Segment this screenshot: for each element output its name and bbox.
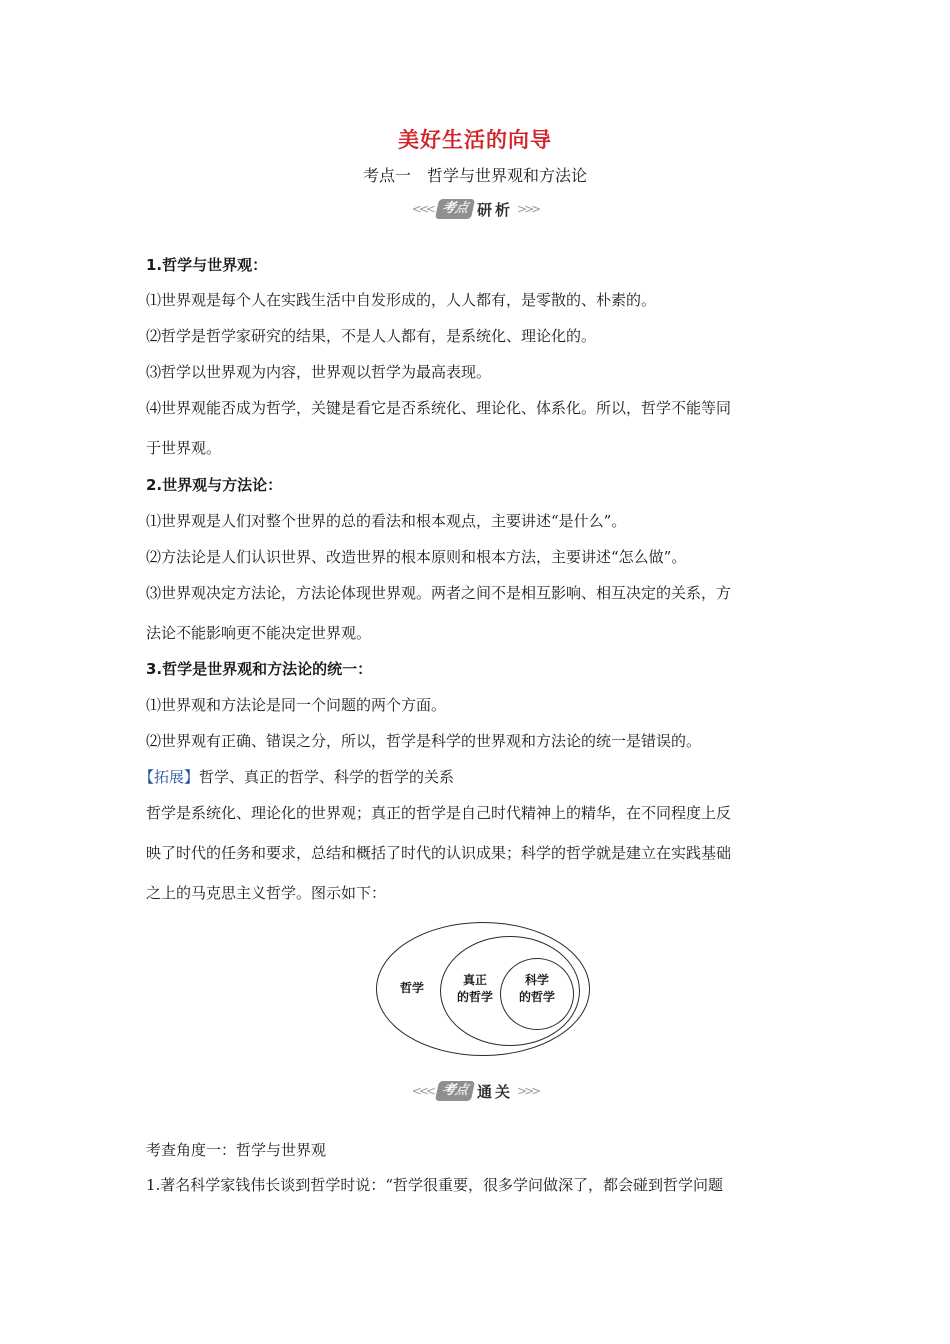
paragraph: ⑵世界观有正确、错误之分，所以，哲学是科学的世界观和方法论的统一是错误的。 [146,732,702,750]
tag-char: 考 [440,1083,457,1098]
paragraph: ⑶世界观决定方法论，方法论体现世界观。两者之间不是相互影响、相互决定的关系，方 [146,584,732,602]
tag-char: 考 [440,201,457,216]
nested-ellipse-diagram [376,922,590,1056]
paragraph: ⑴世界观是人们对整个世界的总的看法和根本观点，主要讲述“是什么”。 [146,512,627,530]
chevron-right-icon: >>> [517,1084,539,1098]
extension-tag: 【拓展】 [139,768,200,786]
chevron-left-icon: <<< [411,202,433,216]
paragraph: 映了时代的任务和要求，总结和概括了时代的认识成果；科学的哲学就是建立在实践基础 [146,844,732,862]
paragraph: 之上的马克思主义哲学。图示如下： [146,884,387,902]
heading-1: 1.哲学与世界观： [146,256,268,274]
question-1: 1.著名科学家钱伟长谈到哲学时说：“哲学很重要，很多学问做深了，都会碰到哲学问题 [146,1176,723,1194]
banner-research [0,197,950,221]
label-scientific-philosophy-2: 的哲学 [518,990,555,1004]
paragraph: ⑵方法论是人们认识世界、改造世界的根本原则和根本方法，主要讲述“怎么做”。 [146,548,687,566]
kaodian-tag [435,199,475,219]
tag-char: 点 [453,1083,470,1098]
extension-title [139,767,803,787]
banner-practice [0,1079,950,1103]
label-scientific-philosophy-1: 科学 [524,973,549,987]
paragraph: ⑵哲学是哲学家研究的结果，不是人人都有，是系统化、理论化的。 [146,327,597,345]
extension-title-text: 哲学、真正的哲学、科学的哲学的关系 [199,768,455,786]
paragraph: ⑶哲学以世界观为内容，世界观以哲学为最高表现。 [146,363,492,381]
label-true-philosophy-1: 真正 [462,973,487,987]
banner-word: 研析 [477,200,514,219]
paragraph: 哲学是系统化、理论化的世界观；真正的哲学是自己时代精神上的精华，在不同程度上反 [146,804,732,822]
practice-angle: 考查角度一：哲学与世界观 [146,1141,327,1159]
paragraph: ⑴世界观和方法论是同一个问题的两个方面。 [146,696,447,714]
paragraph: ⑷世界观能否成为哲学，关键是看它是否系统化、理论化、体系化。所以，哲学不能等同 [146,399,732,417]
label-philosophy: 哲学 [399,981,424,995]
paragraph: ⑴世界观是每个人在实践生活中自发形成的，人人都有，是零散的、朴素的。 [146,291,657,309]
section-subtitle: 考点一 哲学与世界观和方法论 [362,166,587,185]
heading-2: 2.世界观与方法论： [146,476,283,494]
label-true-philosophy-2: 的哲学 [456,990,493,1004]
kaodian-tag [435,1081,475,1101]
heading-3: 3.哲学是世界观和方法论的统一： [146,660,373,678]
banner-word: 通关 [477,1082,514,1101]
chevron-right-icon: >>> [517,202,539,216]
tag-char: 点 [453,201,470,216]
page-title: 美好生活的向导 [398,128,552,152]
paragraph: 法论不能影响更不能决定世界观。 [146,624,372,642]
chevron-left-icon: <<< [411,1084,433,1098]
paragraph: 于世界观。 [146,439,222,457]
